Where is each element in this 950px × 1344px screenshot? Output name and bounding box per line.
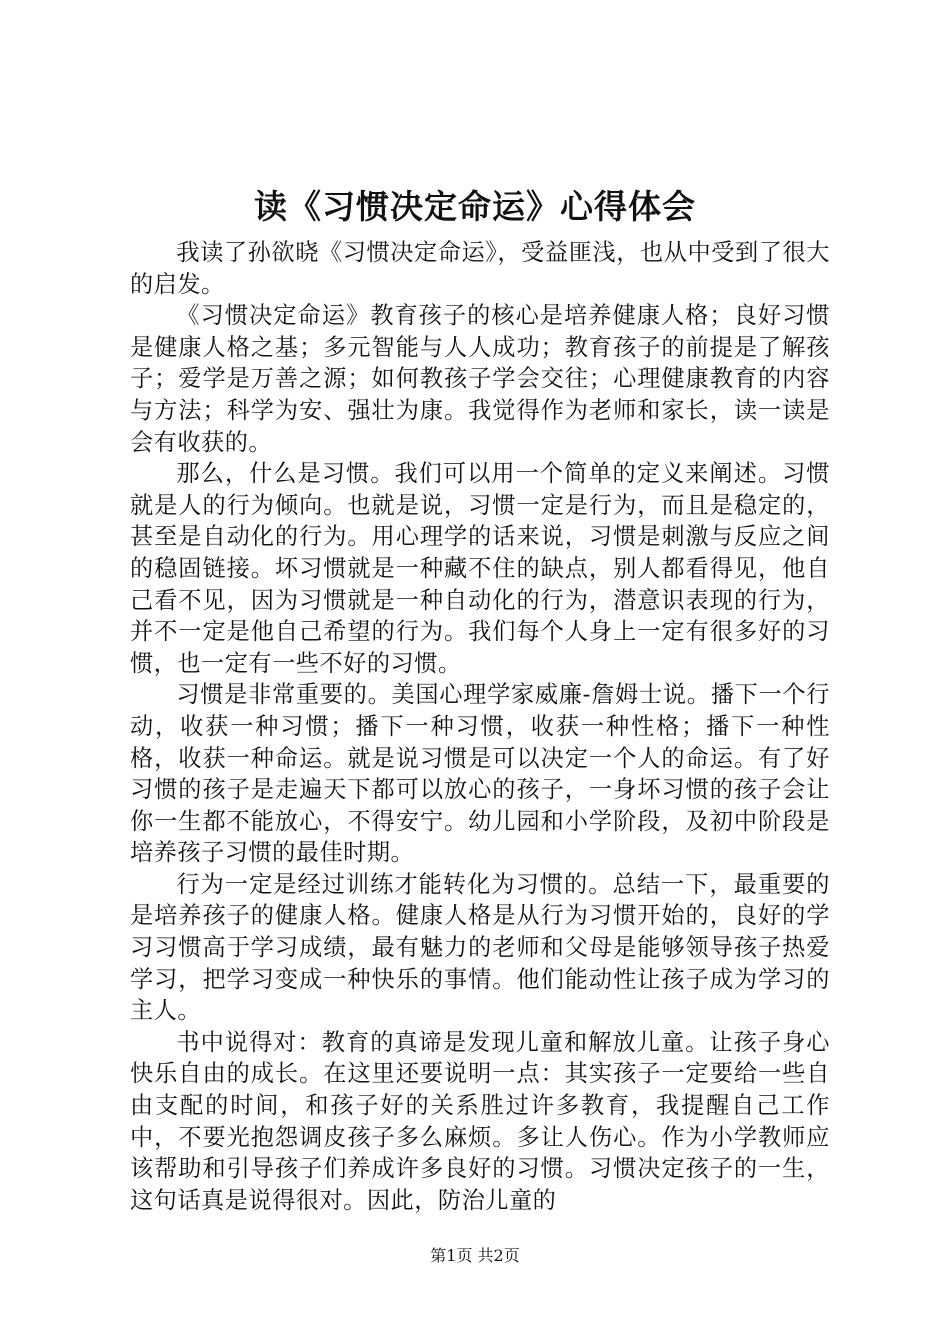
paragraph-5: 行为一定是经过训练才能转化为习惯的。总结一下，最重要的是培养孩子的健康人格。健康人格是从行为习惯开始的，良好的学习习惯高于学习成绩，最有魅力的老师和父母是能够领导孩子热爱学习，把学习变成一种快乐的事情。他们能动性让孩子成为学习的主人。 [130,870,830,1025]
paragraph-2: 《习惯决定命运》教育孩子的核心是培养健康人格；良好习惯是健康人格之基；多元智能与人人成功；教育孩子的前提是了解孩子；爱学是万善之源；如何教孩子学会交往；心理健康教育的内容与方法；科学为安、强壮为康。我觉得作为老师和家长，读一读是会有收获的。 [130,302,830,456]
paragraph-6: 书中说得对：教育的真谛是发现儿童和解放儿童。让孩子身心快乐自由的成长。在这里还要说明一点：其实孩子一定要给一些自由支配的时间，和孩子好的关系胜过许多教育，我提醒自己工作中，不要光抱怨调皮孩子多么麻烦。多让人伤心。作为小学教师应该帮助和引导孩子们养成许多良好的习惯。习惯决定孩子的一生，这句话真是说得很对。因此，防治儿童的 [130,1028,830,1214]
paragraph-3: 那么，什么是习惯。我们可以用一个简单的定义来阐述。习惯就是人的行为倾向。也就是说，习惯一定是行为，而且是稳定的，甚至是自动化的行为。用心理学的话来说，习惯是刺激与反应之间的稳固链接。坏习惯就是一种藏不住的缺点，别人都看得见，他自己看不见，因为习惯就是一种自动化的行为，潜意识表现的行为，并不一定是他自己希望的行为。我们每个人身上一定有很多好的习惯，也一定有一些不好的习惯。 [130,460,830,677]
paragraph-1: 我读了孙欲晓《习惯决定命运》，受益匪浅，也从中受到了很大的启发。 [130,239,830,298]
document-body [130,237,830,1216]
document-title: 读《习惯决定命运》心得体会 [254,187,696,226]
page-footer: 第1页 共2页 [430,1246,520,1265]
paragraph-4: 习惯是非常重要的。美国心理学家威廉-詹姆士说。播下一个行动，收获一种习惯；播下一种习惯，收获一种性格；播下一种性格，收获一种命运。就是说习惯是可以决定一个人的命运。有了好习惯的孩子是走遍天下都可以放心的孩子，一身坏习惯的孩子会让你一生都不能放心，不得安宁。幼儿园和小学阶段，及初中阶段是培养孩子习惯的最佳时期。 [130,681,830,867]
